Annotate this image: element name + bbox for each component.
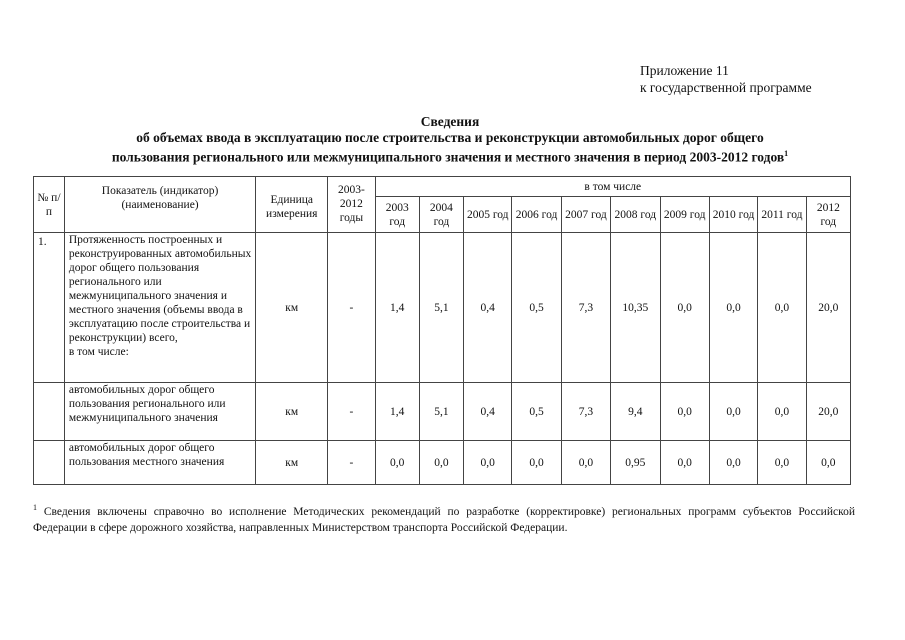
title-line-2: об объемах ввода в эксплуатацию после строительства и реконструкции автомобильных дорог общего bbox=[136, 130, 764, 145]
header-indicator: Показатель (индикатор) (наименование) bbox=[64, 177, 255, 233]
table-row bbox=[34, 233, 851, 383]
header-unit: Единица измерения bbox=[256, 177, 328, 233]
row-value: 0,0 bbox=[758, 383, 806, 441]
row-value: 0,5 bbox=[512, 233, 561, 383]
header-total: 2003-2012 годы bbox=[328, 177, 375, 233]
appendix-line-1: Приложение 11 bbox=[640, 63, 729, 78]
header-year: 2011 год bbox=[758, 197, 806, 233]
row-value: 0,0 bbox=[375, 441, 419, 485]
header-year: 2005 год bbox=[464, 197, 512, 233]
row-value: 0,5 bbox=[512, 383, 561, 441]
header-year: 2003 год bbox=[375, 197, 419, 233]
title-line-3-text: пользования регионального или межмуниципального значения и местного значения в период 2003-2012 годов bbox=[111, 149, 785, 165]
row-indicator: автомобильных дорог общего пользования местного значения bbox=[64, 441, 255, 485]
table-row bbox=[34, 441, 851, 485]
row-number bbox=[34, 441, 65, 485]
row-value: 0,0 bbox=[660, 441, 709, 485]
row-total: - bbox=[328, 233, 375, 383]
row-value: 0,0 bbox=[561, 441, 610, 485]
row-unit: км bbox=[256, 383, 328, 441]
header-year: 2012 год bbox=[806, 197, 850, 233]
row-value: 7,3 bbox=[561, 383, 610, 441]
row-value: 0,0 bbox=[464, 441, 512, 485]
header-year: 2010 год bbox=[709, 197, 757, 233]
header-num: № п/п bbox=[34, 177, 65, 233]
row-value: 0,0 bbox=[660, 383, 709, 441]
row-indicator: автомобильных дорог общего пользования регионального или межмуниципального значения bbox=[64, 383, 255, 441]
row-number: 1. bbox=[34, 233, 65, 383]
row-value: 10,35 bbox=[611, 233, 660, 383]
row-value: 1,4 bbox=[375, 233, 419, 383]
footnote bbox=[33, 500, 855, 536]
row-value: 0,0 bbox=[512, 441, 561, 485]
row-value: 0,95 bbox=[611, 441, 660, 485]
title-line-3 bbox=[40, 146, 860, 166]
row-value: 7,3 bbox=[561, 233, 610, 383]
footnote-text: Сведения включены справочно во исполнение Методических рекомендаций по разработке (корректировке) региональных программ субъектов Российской Федерации в сфере дорожного хозяйства, направленных Министерством транспорта Российской Федерации. bbox=[33, 505, 856, 534]
header-year: 2008 год bbox=[611, 197, 660, 233]
row-indicator-text: Протяженность построенных и реконструированных автомобильных дорог общего пользования регионального или межмуниципального значения и местного значения (объемы ввода в эксплуатацию после строительства и реконструкции) всего, bbox=[68, 234, 252, 344]
row-unit: км bbox=[256, 441, 328, 485]
row-value: 20,0 bbox=[806, 383, 850, 441]
row-value: 20,0 bbox=[806, 233, 850, 383]
row-indicator bbox=[64, 233, 255, 383]
row-value: 0,0 bbox=[758, 441, 806, 485]
row-total: - bbox=[328, 441, 375, 485]
title-footnote-mark: 1 bbox=[784, 149, 789, 158]
table-row bbox=[34, 383, 851, 441]
footnote-mark: 1 bbox=[33, 503, 37, 512]
header-year: 2006 год bbox=[512, 197, 561, 233]
header-year: 2007 год bbox=[561, 197, 610, 233]
row-value: 0,0 bbox=[709, 383, 757, 441]
document-title bbox=[40, 114, 860, 166]
appendix-label bbox=[640, 62, 812, 96]
row-value: 0,4 bbox=[464, 233, 512, 383]
row-number bbox=[34, 383, 65, 441]
row-value: 0,0 bbox=[660, 233, 709, 383]
data-table bbox=[33, 176, 851, 485]
row-value: 0,0 bbox=[709, 441, 757, 485]
header-including: в том числе bbox=[375, 177, 850, 197]
row-value: 1,4 bbox=[375, 383, 419, 441]
row-value: 9,4 bbox=[611, 383, 660, 441]
appendix-line-2: к государственной программе bbox=[640, 80, 812, 95]
header-year: 2004 год bbox=[419, 197, 463, 233]
row-value: 5,1 bbox=[419, 383, 463, 441]
row-value: 0,0 bbox=[419, 441, 463, 485]
row-unit: км bbox=[256, 233, 328, 383]
row-total: - bbox=[328, 383, 375, 441]
row-value: 0,0 bbox=[709, 233, 757, 383]
header-row-1 bbox=[34, 177, 851, 197]
row-value: 5,1 bbox=[419, 233, 463, 383]
row-value: 0,0 bbox=[758, 233, 806, 383]
title-line-1: Сведения bbox=[420, 114, 480, 129]
row-indicator-extra: в том числе: bbox=[68, 346, 129, 358]
header-year: 2009 год bbox=[660, 197, 709, 233]
row-value: 0,0 bbox=[806, 441, 850, 485]
row-value: 0,4 bbox=[464, 383, 512, 441]
